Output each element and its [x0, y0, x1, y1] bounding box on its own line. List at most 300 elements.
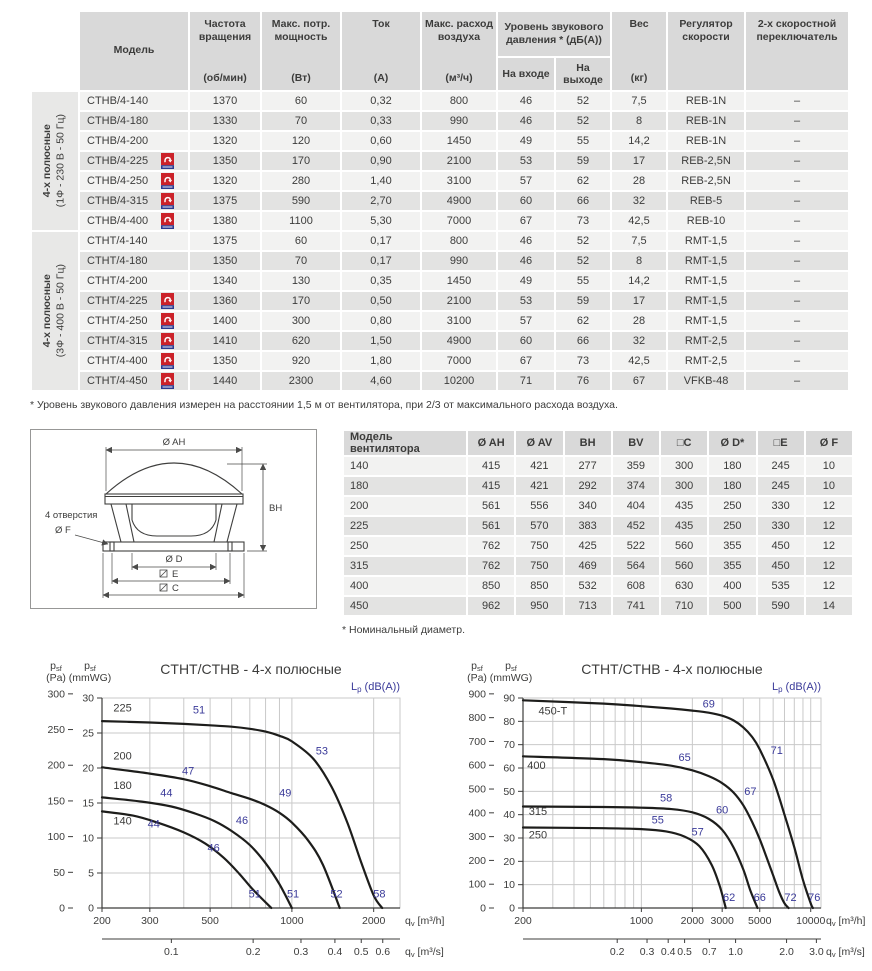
dim-label-d: Ø D [165, 554, 183, 565]
cell-regulator: RMT-1,5 [668, 232, 744, 250]
cell-weight: 67 [612, 372, 666, 390]
cell-switch: – [746, 372, 848, 390]
dims-cell: 12 [806, 557, 852, 575]
y-axis-pa-unit: (Pa) [467, 672, 487, 684]
dims-cell: 250 [709, 517, 755, 535]
dims-cell: 180 [709, 477, 755, 495]
cell-power: 280 [262, 172, 340, 190]
cell-regulator: REB-10 [668, 212, 744, 230]
header-current [342, 12, 420, 90]
cell-power: 1100 [262, 212, 340, 230]
dims-cell: 750 [516, 537, 562, 555]
cell-model [80, 252, 188, 270]
dims-cell: 12 [806, 537, 852, 555]
cell-switch: – [746, 212, 848, 230]
cell-model [80, 332, 188, 350]
main-table-body [32, 92, 848, 390]
cell-lp-outlet: 59 [556, 152, 610, 170]
cell-current: 1,80 [342, 352, 420, 370]
series-name-label: 315 [528, 806, 548, 819]
dims-cell: 630 [661, 577, 707, 595]
dims-cell: 710 [661, 597, 707, 615]
cell-model [80, 352, 188, 370]
dims-cell: 292 [565, 477, 611, 495]
cell-weight: 42,5 [612, 212, 666, 230]
dim-label-c: C [172, 583, 179, 594]
dims-row [344, 597, 852, 615]
svg-text:0: 0 [480, 902, 486, 915]
sound-level-label: 76 [808, 892, 821, 904]
svg-text:0.6: 0.6 [375, 946, 391, 958]
cell-lp-inlet: 67 [498, 212, 554, 230]
erp-badge-icon [161, 353, 174, 369]
erp-badge-icon [161, 293, 174, 309]
model-name: CTHT/4-250 [87, 315, 148, 327]
model-cell [87, 353, 186, 369]
model-name: CTHT/4-200 [87, 275, 148, 287]
spec-row [32, 132, 848, 150]
dims-cell: 355 [709, 557, 755, 575]
spec-row [32, 192, 848, 210]
svg-text:800: 800 [468, 712, 486, 725]
header-speed-unit: (об/мин) [203, 71, 247, 84]
cell-lp-inlet: 57 [498, 312, 554, 330]
lp-legend: Lp (dB(A)) [771, 681, 821, 694]
dims-cell: 10 [806, 457, 852, 475]
dims-cell: 469 [565, 557, 611, 575]
cell-rpm: 1350 [190, 152, 260, 170]
sound-level-label: 46 [207, 842, 220, 855]
dims-header-cell: BV [613, 431, 659, 455]
svg-text:2.0: 2.0 [779, 946, 794, 958]
svg-text:2000: 2000 [680, 915, 705, 927]
cell-switch: – [746, 252, 848, 270]
dims-cell: 850 [516, 577, 562, 595]
cell-regulator: RMT-1,5 [668, 272, 744, 290]
sound-level-label: 44 [147, 818, 160, 831]
spec-row [32, 232, 848, 250]
cell-lp-inlet: 60 [498, 192, 554, 210]
dims-cell: 435 [661, 497, 707, 515]
group-label-bold: 4-х полюсные [41, 124, 54, 198]
sound-level-label: 52 [330, 888, 343, 901]
cell-regulator: RMT-2,5 [668, 352, 744, 370]
dims-cell: 415 [468, 477, 514, 495]
dims-header-cell: Ø D* [709, 431, 755, 455]
cell-weight: 28 [612, 312, 666, 330]
svg-text:150: 150 [47, 795, 65, 808]
header-sound-group [498, 12, 610, 90]
svg-text:0: 0 [88, 902, 94, 915]
model-cell [87, 115, 186, 127]
y-axis-mmwg-unit: (mmWG) [489, 672, 533, 684]
cell-current: 0,80 [342, 312, 420, 330]
dims-cell-model: 250 [344, 537, 466, 555]
header-current-unit: (А) [373, 71, 389, 84]
cell-lp-inlet: 46 [498, 232, 554, 250]
dims-header-cell: □E [758, 431, 804, 455]
dims-cell: 12 [806, 497, 852, 515]
cell-current: 0,33 [342, 112, 420, 130]
group-label-text [41, 114, 68, 207]
svg-text:0.3: 0.3 [639, 946, 655, 958]
y-axis-pa-label: psf [471, 660, 483, 673]
fan-curve-chart [22, 656, 443, 966]
dims-cell-model: 315 [344, 557, 466, 575]
cell-lp-outlet: 59 [556, 292, 610, 310]
cell-power: 300 [262, 312, 340, 330]
series-name-label: 400 [527, 760, 546, 773]
cell-switch: – [746, 272, 848, 290]
cell-weight: 32 [612, 332, 666, 350]
cell-switch: – [746, 232, 848, 250]
cell-airflow: 3100 [422, 312, 496, 330]
group-label-text [41, 264, 68, 357]
sound-level-label: 58 [659, 792, 673, 805]
cell-switch: – [746, 312, 848, 330]
group-label-sub: (1Ф - 230 В - 50 Гц) [55, 114, 67, 208]
svg-text:20: 20 [82, 762, 94, 775]
svg-text:30: 30 [503, 832, 515, 845]
sound-level-label: 66 [753, 892, 766, 904]
svg-text:0.2: 0.2 [609, 946, 625, 958]
cell-lp-inlet: 46 [498, 92, 554, 110]
svg-text:500: 500 [201, 915, 219, 927]
dims-cell: 421 [516, 477, 562, 495]
cell-power: 60 [262, 92, 340, 110]
cell-lp-inlet: 67 [498, 352, 554, 370]
spec-row [32, 152, 848, 170]
dims-cell: 12 [806, 517, 852, 535]
model-cell [87, 213, 186, 229]
cell-regulator: REB-2,5N [668, 172, 744, 190]
cell-current: 0,60 [342, 132, 420, 150]
svg-text:80: 80 [503, 715, 515, 728]
header-regulator-label: Регулятор скорости [679, 18, 733, 44]
svg-text:40: 40 [503, 809, 515, 822]
svg-text:5000: 5000 [748, 915, 772, 927]
cell-rpm: 1375 [190, 232, 260, 250]
model-cell [87, 313, 186, 329]
model-cell [87, 235, 186, 247]
spec-row [32, 372, 848, 390]
fan-silhouette [103, 463, 244, 551]
main-header-row [32, 12, 848, 90]
dims-cell: 421 [516, 457, 562, 475]
header-power-unit: (Вт) [291, 71, 311, 84]
cell-lp-outlet: 66 [556, 192, 610, 210]
sound-level-label: 72 [784, 892, 797, 904]
fan-curve-chart [443, 656, 864, 966]
series-name-label: 140 [113, 815, 132, 828]
dims-cell: 300 [661, 457, 707, 475]
cell-power: 70 [262, 112, 340, 130]
cell-lp-outlet: 52 [556, 232, 610, 250]
model-name: CTHB/4-225 [87, 155, 149, 167]
spec-row [32, 252, 848, 270]
dims-cell-model: 400 [344, 577, 466, 595]
cell-current: 1,50 [342, 332, 420, 350]
cell-lp-outlet: 66 [556, 332, 610, 350]
dims-cell: 850 [468, 577, 514, 595]
cell-lp-inlet: 49 [498, 132, 554, 150]
series-name-label: 180 [113, 780, 132, 792]
svg-text:0.4: 0.4 [660, 946, 676, 958]
dims-cell-model: 450 [344, 597, 466, 615]
group-label [32, 232, 78, 390]
svg-text:20: 20 [503, 855, 515, 868]
dims-row [344, 457, 852, 475]
dims-cell: 245 [758, 457, 804, 475]
svg-text:900: 900 [468, 688, 486, 701]
cell-regulator: REB-5 [668, 192, 744, 210]
dims-cell-model: 225 [344, 517, 466, 535]
header-sound-label [498, 12, 610, 56]
header-airflow-label: Макс. расход воздуха [425, 18, 493, 44]
spec-row [32, 312, 848, 330]
model-name: CTHT/4-225 [87, 295, 148, 307]
svg-text:10: 10 [82, 832, 94, 845]
model-cell [87, 135, 186, 147]
dims-cell: 340 [565, 497, 611, 515]
erp-badge-icon [161, 153, 174, 169]
svg-text:qv [m³/s]: qv [m³/s] [405, 946, 444, 959]
cell-weight: 17 [612, 152, 666, 170]
dims-cell: 561 [468, 497, 514, 515]
cell-regulator: REB-1N [668, 132, 744, 150]
cell-current: 0,90 [342, 152, 420, 170]
svg-text:1000: 1000 [280, 915, 304, 927]
model-cell [87, 95, 186, 107]
dims-table-body [344, 457, 852, 615]
group-label-bold: 4-х полюсные [41, 274, 54, 348]
cell-airflow: 3100 [422, 172, 496, 190]
svg-text:10000: 10000 [796, 915, 826, 927]
model-cell [87, 333, 186, 349]
svg-text:0.1: 0.1 [164, 946, 179, 958]
svg-text:qv [m³/h]: qv [m³/h] [405, 915, 445, 928]
dims-cell-model: 140 [344, 457, 466, 475]
cell-lp-inlet: 46 [498, 252, 554, 270]
cell-model [80, 292, 188, 310]
svg-text:300: 300 [47, 688, 65, 701]
cell-lp-inlet: 60 [498, 332, 554, 350]
cell-weight: 7,5 [612, 232, 666, 250]
svg-text:70: 70 [503, 739, 515, 752]
sound-footnote: * Уровень звукового давления измерен на расстоянии 1,5 м от вентилятора, при 2/3 от максимального расхода воздуха. [30, 399, 618, 411]
svg-text:30: 30 [82, 692, 94, 705]
cell-rpm: 1320 [190, 132, 260, 150]
svg-text:200: 200 [93, 915, 111, 927]
sound-level-label: 51 [248, 888, 261, 901]
dims-cell: 250 [709, 497, 755, 515]
dims-cell: 450 [758, 537, 804, 555]
cell-rpm: 1350 [190, 352, 260, 370]
cell-switch: – [746, 92, 848, 110]
header-airflow [422, 12, 496, 90]
cell-power: 620 [262, 332, 340, 350]
chart-title: CTHT/CTHB - 4-х полюсные [581, 661, 763, 677]
chart-title: CTHT/CTHB - 4-х полюсные [160, 661, 342, 677]
svg-text:0: 0 [509, 902, 515, 915]
dims-cell: 12 [806, 577, 852, 595]
header-model [80, 12, 188, 90]
cell-switch: – [746, 292, 848, 310]
svg-text:100: 100 [468, 878, 486, 891]
svg-text:0.3: 0.3 [293, 946, 309, 958]
dims-cell: 741 [613, 597, 659, 615]
model-cell [87, 293, 186, 309]
dims-cell: 330 [758, 517, 804, 535]
cell-rpm: 1370 [190, 92, 260, 110]
svg-text:0.4: 0.4 [327, 946, 343, 958]
cell-current: 0,32 [342, 92, 420, 110]
svg-text:300: 300 [468, 831, 486, 844]
cell-model [80, 212, 188, 230]
svg-text:15: 15 [82, 797, 94, 810]
cell-model [80, 132, 188, 150]
cell-lp-inlet: 57 [498, 172, 554, 190]
dims-cell: 415 [468, 457, 514, 475]
dims-cell: 962 [468, 597, 514, 615]
header-corner [32, 12, 78, 90]
series-name-label: 450-T [538, 705, 568, 718]
dims-cell: 608 [613, 577, 659, 595]
cell-lp-inlet: 53 [498, 152, 554, 170]
cell-model [80, 272, 188, 290]
svg-text:qv [m³/s]: qv [m³/s] [826, 946, 865, 959]
header-sound-text: Уровень звукового давления * (дБ(А)) [504, 20, 604, 46]
cell-regulator: REB-1N [668, 112, 744, 130]
cell-power: 60 [262, 232, 340, 250]
cell-rpm: 1440 [190, 372, 260, 390]
model-cell [87, 193, 186, 209]
sound-level-label: 55 [651, 814, 664, 827]
cell-switch: – [746, 172, 848, 190]
cell-weight: 42,5 [612, 352, 666, 370]
spec-row [32, 332, 848, 350]
dimensions-table [342, 429, 854, 617]
dims-header-cell: □C [661, 431, 707, 455]
model-name: CTHT/4-400 [87, 355, 148, 367]
svg-text:200: 200 [468, 854, 486, 867]
fan-dimension-diagram [30, 429, 317, 609]
svg-text:200: 200 [514, 915, 532, 927]
svg-text:50: 50 [503, 785, 515, 798]
dims-row [344, 577, 852, 595]
header-model-label: Модель [113, 44, 155, 57]
dims-row [344, 477, 852, 495]
dims-cell: 564 [613, 557, 659, 575]
cell-model [80, 112, 188, 130]
cell-current: 0,17 [342, 232, 420, 250]
model-name: CTHB/4-140 [87, 95, 149, 107]
svg-text:5: 5 [88, 867, 94, 880]
cell-lp-outlet: 62 [556, 312, 610, 330]
cell-power: 170 [262, 292, 340, 310]
svg-text:0.5: 0.5 [353, 946, 369, 958]
cell-weight: 14,2 [612, 272, 666, 290]
svg-text:0.7: 0.7 [702, 946, 717, 958]
dims-header-cell: BH [565, 431, 611, 455]
sound-level-label: 47 [182, 765, 195, 778]
dims-cell: 355 [709, 537, 755, 555]
cell-current: 4,60 [342, 372, 420, 390]
spec-row [32, 172, 848, 190]
cell-airflow: 1450 [422, 272, 496, 290]
model-name: CTHB/4-200 [87, 135, 149, 147]
main-spec-table [30, 10, 850, 392]
cell-lp-outlet: 52 [556, 252, 610, 270]
group-label-sub: (3Ф - 400 В - 50 Гц) [55, 264, 67, 358]
cell-airflow: 7000 [422, 352, 496, 370]
svg-text:500: 500 [468, 783, 486, 796]
dims-cell: 435 [661, 517, 707, 535]
svg-text:1.0: 1.0 [728, 946, 743, 958]
dims-cell: 560 [661, 537, 707, 555]
cell-current: 0,17 [342, 252, 420, 270]
dims-row [344, 497, 852, 515]
cell-lp-outlet: 55 [556, 132, 610, 150]
sound-level-label: 44 [160, 787, 173, 800]
svg-text:25: 25 [82, 727, 94, 740]
cell-current: 5,30 [342, 212, 420, 230]
dims-cell: 277 [565, 457, 611, 475]
cell-power: 130 [262, 272, 340, 290]
cell-regulator: RMT-2,5 [668, 332, 744, 350]
svg-text:100: 100 [47, 831, 65, 844]
cell-weight: 32 [612, 192, 666, 210]
header-sound-outlet: На выходе [556, 58, 610, 90]
svg-text:700: 700 [468, 735, 486, 748]
dims-row [344, 517, 852, 535]
cell-switch: – [746, 192, 848, 210]
model-cell [87, 373, 186, 389]
cell-rpm: 1375 [190, 192, 260, 210]
cell-rpm: 1360 [190, 292, 260, 310]
sound-level-label: 60 [716, 804, 729, 817]
sound-level-label: 62 [723, 892, 736, 904]
diameter-footnote: * Номинальный диаметр. [342, 624, 465, 636]
dims-cell: 500 [709, 597, 755, 615]
square-diagonal-icon [160, 584, 167, 591]
spec-row [32, 112, 848, 130]
cell-model [80, 92, 188, 110]
svg-text:10: 10 [503, 879, 515, 892]
performance-chart-large-models [443, 656, 864, 966]
svg-text:600: 600 [468, 759, 486, 772]
cell-switch: – [746, 112, 848, 130]
cell-weight: 7,5 [612, 92, 666, 110]
cell-current: 0,35 [342, 272, 420, 290]
dims-cell: 450 [758, 557, 804, 575]
fan-drawing [31, 430, 316, 608]
svg-text:300: 300 [141, 915, 159, 927]
model-name: CTHB/4-400 [87, 215, 149, 227]
cell-current: 0,50 [342, 292, 420, 310]
cell-model [80, 152, 188, 170]
dims-cell: 180 [709, 457, 755, 475]
cell-power: 70 [262, 252, 340, 270]
model-cell [87, 173, 186, 189]
cell-model [80, 172, 188, 190]
header-power [262, 12, 340, 90]
svg-text:2000: 2000 [361, 915, 386, 927]
svg-text:3000: 3000 [710, 915, 734, 927]
cell-power: 170 [262, 152, 340, 170]
dims-cell: 762 [468, 557, 514, 575]
sound-level-label: 53 [315, 745, 329, 758]
